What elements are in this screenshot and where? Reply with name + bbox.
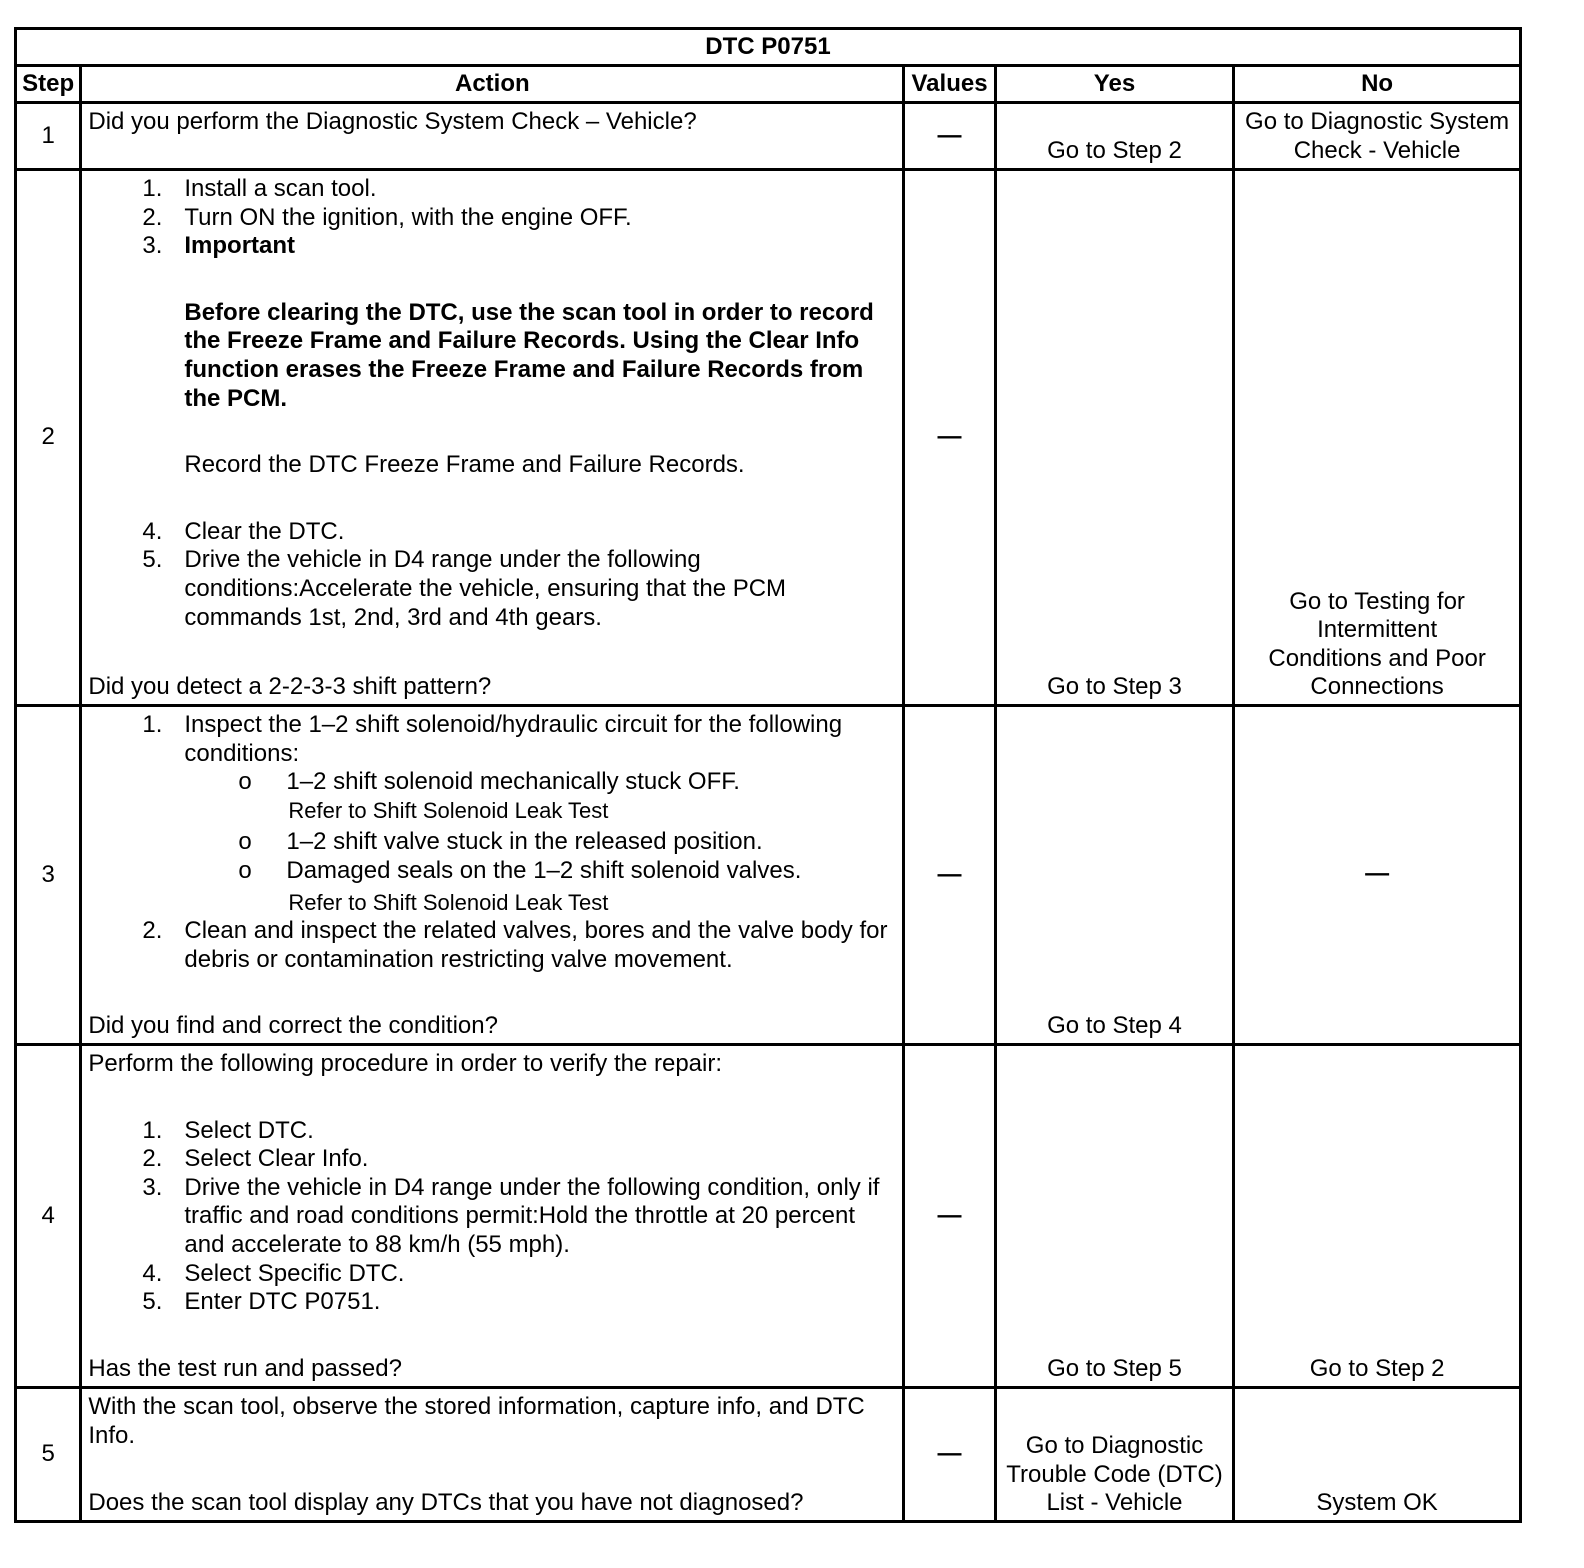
list-number: 4. [142,517,163,545]
list-number: 1. [142,175,163,202]
list-item: Enter DTC P0751. [184,1288,381,1316]
list-number: 5. [142,546,163,574]
no-cell: System OK [1234,1388,1521,1522]
action-text: Did you perform the Diagnostic System Check – Vehicle? [88,108,697,135]
table-row [16,706,1521,1045]
action-cell [81,706,904,1045]
list-number: 4. [142,1259,163,1287]
header-values: Values [904,66,996,103]
list-number: 5. [142,1288,163,1316]
list-item: Inspect the 1–2 shift solenoid/hydraulic circuit for the following conditions: [184,711,843,767]
list-item: Select Specific DTC. [184,1259,405,1287]
header-step: Step [16,66,81,103]
values-cell: — [904,1388,996,1522]
table-title: DTC P0751 [16,29,1521,66]
table-row [16,103,1521,170]
list-number: 2. [142,1145,163,1173]
list-number: 1. [142,711,163,738]
list-item: Drive the vehicle in D4 range under the following condition, only if traffic and road conditions permit:Hold the throttle at 20 percent and accelerate to 88 km/h (55 mph). [184,1173,880,1258]
bullet: o [238,828,252,856]
values-cell: — [904,1045,996,1388]
sub-item: 1–2 shift valve stuck in the released position. [286,828,763,856]
step-number: 2 [16,170,81,706]
no-cell: Go to Testing for Intermittent Conditions and Poor Connections [1234,170,1521,706]
sub-item: Damaged seals on the 1–2 shift solenoid valves. [286,856,802,884]
dtc-table [14,27,1522,1523]
step-question: Did you detect a 2-2-3-3 shift pattern? [88,673,492,701]
list-number: 2. [142,917,163,945]
list-item: Drive the vehicle in D4 range under the following conditions:Accelerate the vehicle, ensuring that the PCM commands 1st, 2nd, 3rd and 4th gears. [184,546,787,631]
step-number: 3 [16,706,81,1045]
step-question: Does the scan tool display any DTCs that you have not diagnosed? [88,1489,804,1517]
step-number: 4 [16,1045,81,1388]
list-number: 3. [142,1173,163,1201]
step-question: Has the test run and passed? [88,1355,402,1383]
header-no: No [1234,66,1521,103]
step-number: 1 [16,103,81,170]
list-item: Select Clear Info. [184,1145,369,1173]
action-cell [81,1388,904,1522]
record-instruction: Record the DTC Freeze Frame and Failure Records. [184,451,745,479]
no-cell: Go to Diagnostic System Check - Vehicle [1234,103,1521,170]
yes-cell: Go to Step 3 [995,170,1233,706]
values-cell: — [904,170,996,706]
yes-cell: Go to Step 4 [995,706,1233,1045]
values-cell: — [904,706,996,1045]
list-item: Clear the DTC. [184,517,345,545]
list-number: 3. [142,232,163,260]
table-row [16,1388,1521,1522]
step-question: Did you find and correct the condition? [88,1012,498,1040]
table-row [16,1045,1521,1388]
important-note: Before clearing the DTC, use the scan tool in order to record the Freeze Frame and Failure Records. Using the Clear Info function erases the Freeze Frame and Failure Records from the PCM. [184,298,874,412]
table-row [16,170,1521,706]
header-yes: Yes [995,66,1233,103]
header-action: Action [81,66,904,103]
bullet: o [238,768,252,796]
action-cell [81,170,904,706]
action-text: With the scan tool, observe the stored information, capture info, and DTC Info. [88,1393,865,1449]
reference-link[interactable]: Refer to Shift Solenoid Leak Test [288,889,609,915]
list-item: Select DTC. [184,1116,314,1144]
sub-item: 1–2 shift solenoid mechanically stuck OFF. [286,768,740,796]
action-cell [81,103,904,170]
bullet: o [238,856,252,884]
no-cell: — [1234,706,1521,1045]
important-label: Important [184,232,296,260]
values-cell: — [904,103,996,170]
action-cell [81,1045,904,1388]
list-item: Clean and inspect the related valves, bores and the valve body for debris or contamination restricting valve movement. [184,917,888,973]
step-number: 5 [16,1388,81,1522]
list-number: 2. [142,203,163,231]
list-item: Turn ON the ignition, with the engine OFF. [184,203,632,231]
yes-cell: Go to Step 2 [995,103,1233,170]
yes-cell: Go to Diagnostic Trouble Code (DTC) List - Vehicle [995,1388,1233,1522]
yes-cell: Go to Step 5 [995,1045,1233,1388]
list-number: 1. [142,1116,163,1144]
action-intro: Perform the following procedure in order to verify the repair: [88,1050,723,1077]
reference-link[interactable]: Refer to Shift Solenoid Leak Test [288,797,609,823]
no-cell: Go to Step 2 [1234,1045,1521,1388]
list-item: Install a scan tool. [184,175,377,202]
